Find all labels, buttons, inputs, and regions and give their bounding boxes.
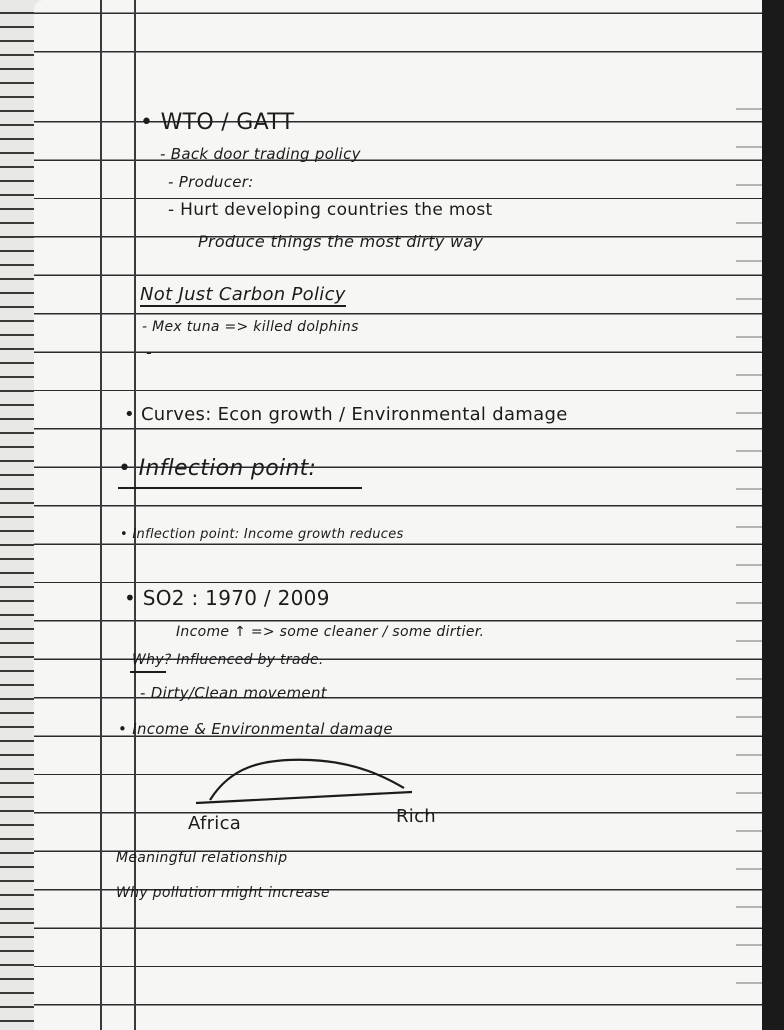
heading-inflection-point: • Inflection point: [118,456,317,481]
note-meaningful-relationship: Meaningful relationship [116,850,288,866]
note-why-trade: Why? Influenced by trade. [132,652,324,668]
heading-wto-gatt: • WTO / GATT [140,110,295,135]
note-hurt-developing: - Hurt developing countries the most [168,200,493,220]
why-underline [130,671,166,673]
note-dirty-clean-movement: - Dirty/Clean movement [140,684,327,702]
heading-not-just-carbon: Not Just Carbon Policy [140,284,346,305]
label-africa: Africa [188,813,242,834]
heading-so2: • SO2 : 1970 / 2009 [124,586,330,610]
inflection-underline [118,487,362,489]
note-producer: - Producer: [168,173,254,191]
note-produce-dirty: Produce things the most dirty way [198,232,484,251]
heading-curves: • Curves: Econ growth / Environmental damage [124,404,568,425]
note-income-cleaner-dirtier: Income ↑ => some cleaner / some dirtier. [176,624,485,640]
notebook-page [34,0,762,1030]
left-margin-line-inner [134,0,136,1030]
perforation-edge [736,80,762,1020]
note-why-pollution: Why pollution might increase [116,885,330,901]
note-inflection-income: • Inflection point: Income growth reduces [120,527,404,542]
note-dash: - [146,343,153,362]
note-back-door-policy: - Back door trading policy [160,145,361,163]
note-mex-tuna: - Mex tuna => killed dolphins [142,319,359,335]
note-income-env-damage: • Income & Environmental damage [118,720,393,738]
left-margin-line [100,0,102,1030]
label-rich: Rich [396,806,437,827]
income-damage-curve-sketch [190,750,420,810]
